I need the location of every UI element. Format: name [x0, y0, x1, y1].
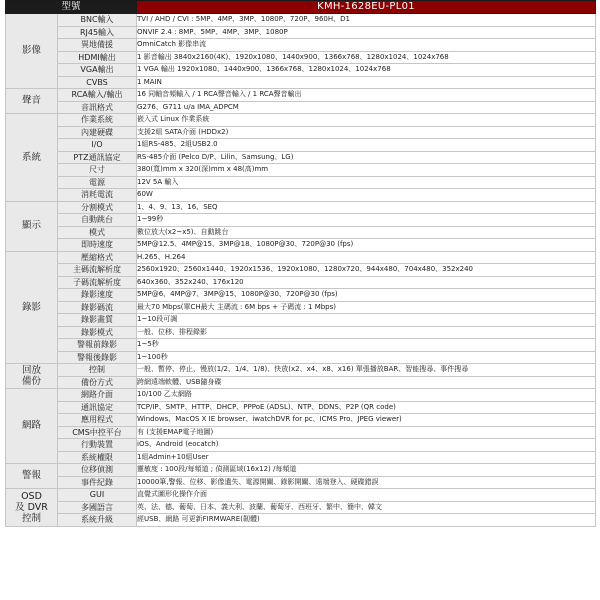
spec-row	[6, 189, 596, 202]
spec-row	[6, 26, 596, 39]
spec-value: TCP/IP、SMTP、HTTP、DHCP、PPPoE (ADSL)、NTP、DDNS、P2P (QR code)	[137, 401, 596, 414]
spec-label: RJ45輸入	[58, 26, 137, 39]
category-alarm: 警報	[6, 464, 58, 489]
spec-value: 640x360、352x240、176x120	[137, 276, 596, 289]
category-playback: 回放 備份	[6, 364, 58, 389]
spec-value: 1~5秒	[137, 339, 596, 352]
spec-row	[6, 201, 596, 214]
spec-label: I/O	[58, 139, 137, 152]
spec-row	[6, 151, 596, 164]
category-network: 網路	[6, 389, 58, 464]
spec-row	[6, 476, 596, 489]
spec-value: 有 (支援EMAP電子地圖)	[137, 426, 596, 439]
spec-row	[6, 339, 596, 352]
spec-row	[6, 226, 596, 239]
spec-label: 作業系統	[58, 114, 137, 127]
spec-value: 1~100秒	[137, 351, 596, 364]
spec-value: 數位放大(x2~x5)、自動跳台	[137, 226, 596, 239]
spec-label: 分割模式	[58, 201, 137, 214]
spec-table	[5, 0, 596, 527]
spec-row	[6, 176, 596, 189]
spec-label: 模式	[58, 226, 137, 239]
spec-value: TVI / AHD / CVI : 5MP、4MP、3MP、1080P、720P、960H、D1	[137, 14, 596, 27]
spec-label: 應用程式	[58, 414, 137, 427]
category-osd: OSD 及 DVR 控制	[6, 489, 58, 527]
spec-row	[6, 351, 596, 364]
category-display: 顯示	[6, 201, 58, 251]
category-video: 影像	[6, 14, 58, 89]
spec-row	[6, 239, 596, 252]
header-row	[6, 1, 596, 14]
spec-value: 10000筆,警報、位移、影像遺失、電源開關、錄影開關、遠端登入、硬碟錯誤	[137, 476, 596, 489]
spec-label: GUI	[58, 489, 137, 502]
spec-row	[6, 114, 596, 127]
spec-value: iOS、Android (eocatch)	[137, 439, 596, 452]
spec-value: 1 MAIN	[137, 76, 596, 89]
spec-row	[6, 376, 596, 389]
spec-value: 跨網遠端軟體、USB隨身碟	[137, 376, 596, 389]
spec-value: 英、法、德、葡萄、日本、義大利、波蘭、葡萄牙、西班牙、繁中、簡中、韓文	[137, 501, 596, 514]
spec-label: 控制	[58, 364, 137, 377]
spec-value: 嵌入式 Linux 作業系統	[137, 114, 596, 127]
spec-label: 自動跳台	[58, 214, 137, 227]
spec-label: 子碼流解析度	[58, 276, 137, 289]
spec-label: CMS中控平台	[58, 426, 137, 439]
spec-value: RS-485介面 (Pelco D/P、Lilin、Samsung、LG)	[137, 151, 596, 164]
spec-label: 即時速度	[58, 239, 137, 252]
spec-label: 主碼流解析度	[58, 264, 137, 277]
spec-row	[6, 426, 596, 439]
spec-label: 系統權限	[58, 451, 137, 464]
spec-row	[6, 364, 596, 377]
spec-label: RCA輸入/輸出	[58, 89, 137, 102]
spec-value: 支援2組 SATA介面 (HDDx2)	[137, 126, 596, 139]
spec-row	[6, 126, 596, 139]
spec-value: 10/100 乙太網路	[137, 389, 596, 402]
spec-value: 經USB、網路 可更新FIRMWARE(韌體)	[137, 514, 596, 527]
spec-sheet	[5, 0, 595, 527]
spec-label: 事件紀錄	[58, 476, 137, 489]
spec-value: 60W	[137, 189, 596, 202]
spec-value: 直覺式圖形化操作介面	[137, 489, 596, 502]
model-label: 型號	[6, 1, 137, 14]
spec-value: ONVIF 2.4 : 8MP、5MP、4MP、3MP、1080P	[137, 26, 596, 39]
spec-row	[6, 414, 596, 427]
spec-value: 380(寬)mm x 320(深)mm x 48(高)mm	[137, 164, 596, 177]
spec-value: OmniCatch 影像串流	[137, 39, 596, 52]
spec-value: 5MP@6、4MP@7、3MP@15、1080P@30、720P@30 (fps)	[137, 289, 596, 302]
spec-value: 靈敏度 : 100段/每頻道 ; 偵測區域(16x12) /每頻道	[137, 464, 596, 477]
spec-row	[6, 164, 596, 177]
spec-row	[6, 214, 596, 227]
spec-row	[6, 64, 596, 77]
spec-label: 多國語言	[58, 501, 137, 514]
spec-value: 一般、暫停、停止、慢放(1/2、1/4、1/8)、快放(x2、x4、x8、x16) 單張播放BAR、智能搜尋、事件搜尋	[137, 364, 596, 377]
spec-label: 電源	[58, 176, 137, 189]
category-system: 系統	[6, 114, 58, 202]
spec-label: 錄影畫質	[58, 314, 137, 327]
spec-row	[6, 139, 596, 152]
spec-row	[6, 76, 596, 89]
spec-label: BNC輸入	[58, 14, 137, 27]
spec-label: 警報後錄影	[58, 351, 137, 364]
spec-row	[6, 14, 596, 27]
spec-row	[6, 314, 596, 327]
spec-label: VGA輸出	[58, 64, 137, 77]
spec-value: G276、G711 u/a IMA_ADPCM	[137, 101, 596, 114]
spec-label: 內建硬碟	[58, 126, 137, 139]
spec-label: 錄影速度	[58, 289, 137, 302]
spec-label: CVBS	[58, 76, 137, 89]
spec-value: 5MP@12.5、4MP@15、3MP@18、1080P@30、720P@30 (fps)	[137, 239, 596, 252]
spec-label: 系統升級	[58, 514, 137, 527]
spec-label: 錄影碼流	[58, 301, 137, 314]
spec-row	[6, 514, 596, 527]
spec-value: 1 影音輸出 3840x2160(4K)、1920x1080、1440x900、1366x768、1280x1024、1024x768	[137, 51, 596, 64]
spec-value: 1 VGA 輸出 1920x1080、1440x900、1366x768、1280x1024、1024x768	[137, 64, 596, 77]
spec-value: 一般、位移、排程錄影	[137, 326, 596, 339]
spec-label: 錄影模式	[58, 326, 137, 339]
spec-row	[6, 264, 596, 277]
category-audio: 聲音	[6, 89, 58, 114]
spec-row	[6, 451, 596, 464]
spec-row	[6, 289, 596, 302]
spec-value: Windows、MacOS X IE browser、iwatchDVR for pc、ICMS Pro、JPEG viewer)	[137, 414, 596, 427]
spec-row	[6, 464, 596, 477]
spec-row	[6, 489, 596, 502]
spec-label: 行動裝置	[58, 439, 137, 452]
spec-value: 1、4、9、13、16、SEQ	[137, 201, 596, 214]
spec-label: 消耗電流	[58, 189, 137, 202]
spec-row	[6, 101, 596, 114]
spec-label: 位移偵測	[58, 464, 137, 477]
spec-label: 壓縮格式	[58, 251, 137, 264]
spec-row	[6, 51, 596, 64]
spec-label: HDMI輸出	[58, 51, 137, 64]
spec-value: 最大70 Mbps(單CH最大 主碼流 : 6M bps + 子碼流 : 1 Mbps)	[137, 301, 596, 314]
spec-value: 1組Admin+10組User	[137, 451, 596, 464]
spec-label: 警報前錄影	[58, 339, 137, 352]
model-number: KMH-1628EU-PL01	[137, 1, 596, 14]
spec-label: 通訊協定	[58, 401, 137, 414]
spec-value: 1~10段可調	[137, 314, 596, 327]
spec-label: 尺寸	[58, 164, 137, 177]
spec-row	[6, 301, 596, 314]
spec-value: 2560x1920、2560x1440、1920x1536、1920x1080、1280x720、944x480、704x480、352x240	[137, 264, 596, 277]
spec-row	[6, 89, 596, 102]
spec-value: 1組RS-485、2組USB2.0	[137, 139, 596, 152]
spec-label: 備份方式	[58, 376, 137, 389]
category-record: 錄影	[6, 251, 58, 364]
spec-value: H.265、H.264	[137, 251, 596, 264]
spec-row	[6, 326, 596, 339]
spec-row	[6, 501, 596, 514]
spec-value: 1~99秒	[137, 214, 596, 227]
spec-label: 音訊格式	[58, 101, 137, 114]
spec-row	[6, 276, 596, 289]
spec-value: 16 同軸音頻輸入 / 1 RCA聲音輸入 / 1 RCA聲音輸出	[137, 89, 596, 102]
spec-label: PTZ通訊協定	[58, 151, 137, 164]
spec-label: 異地備援	[58, 39, 137, 52]
spec-row	[6, 39, 596, 52]
spec-row	[6, 389, 596, 402]
spec-row	[6, 401, 596, 414]
spec-value: 12V 5A 輸入	[137, 176, 596, 189]
spec-label: 網路介面	[58, 389, 137, 402]
spec-row	[6, 251, 596, 264]
spec-row	[6, 439, 596, 452]
